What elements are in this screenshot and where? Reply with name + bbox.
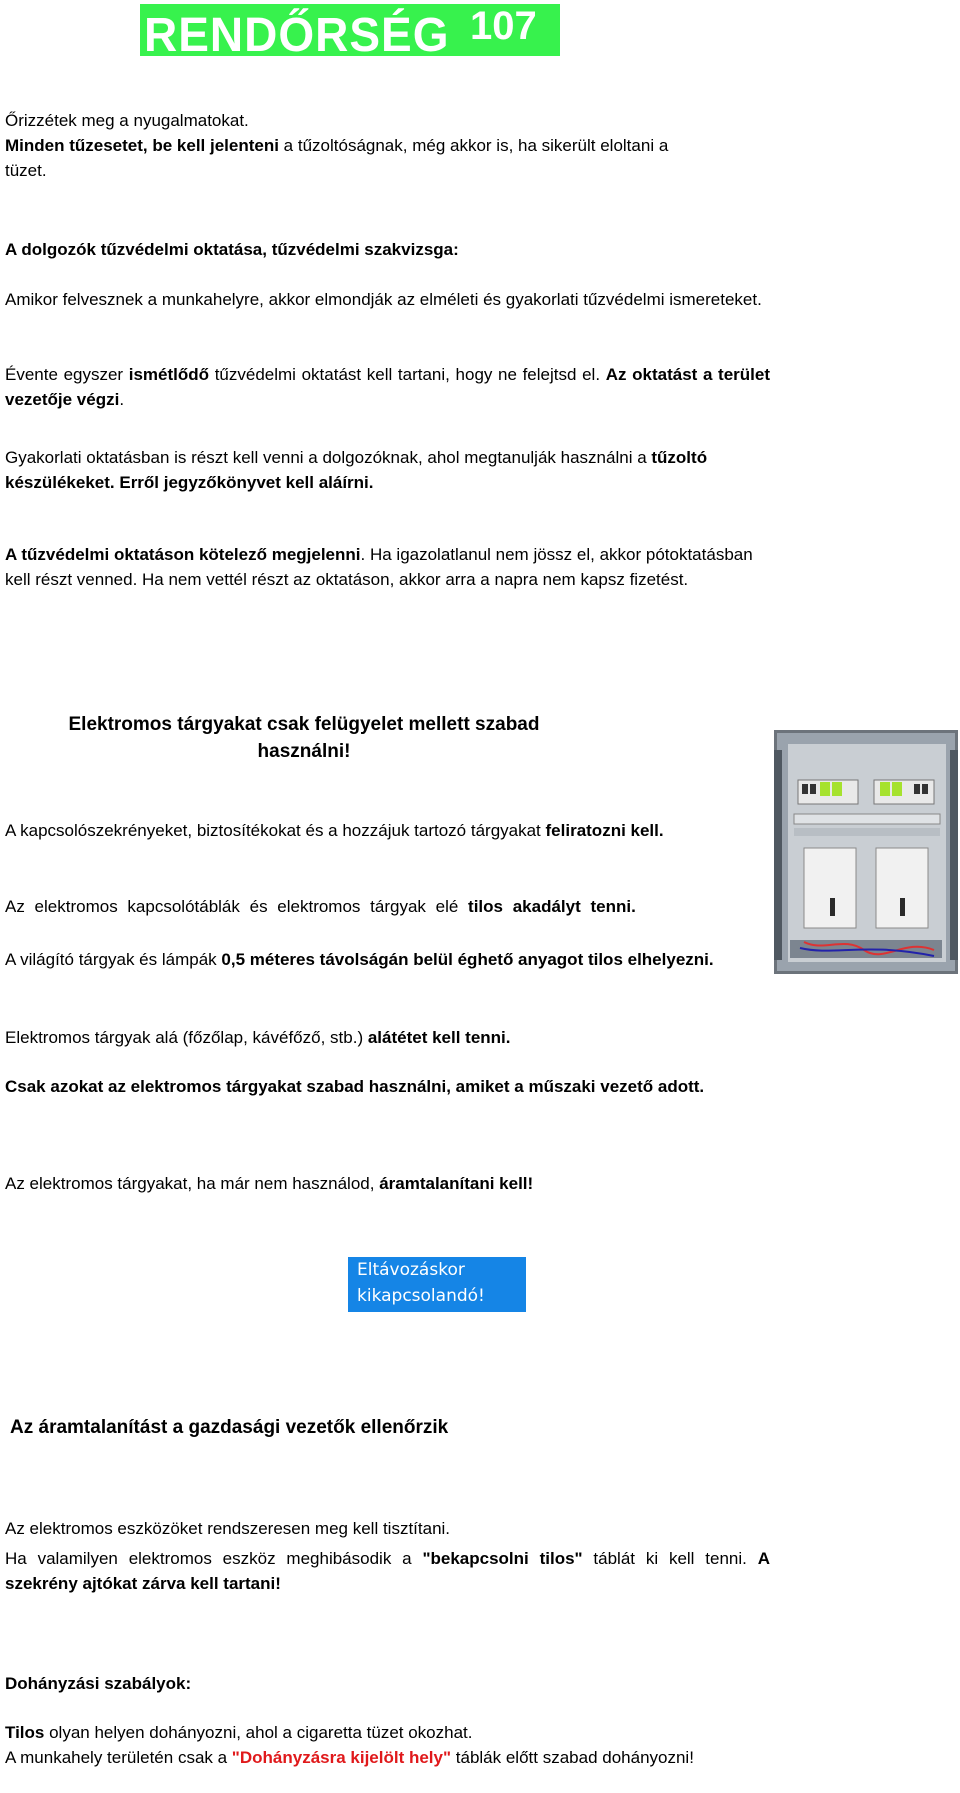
training-heading-text: A dolgozók tűzvédelmi oktatása, tűzvédelmi szakvizsga: (5, 240, 459, 259)
e1-a: A kapcsolószekrényeket, biztosítékokat és a hozzájuk tartozó tárgyakat (5, 821, 546, 840)
e4-a: Elektromos tárgyak alá (főzőlap, kávéfőző, stb.) (5, 1028, 368, 1047)
sign-line-2: kikapcsolandó! (357, 1286, 485, 1306)
c2-d: A szekrény ajtókat zárva kell tartani! (5, 1549, 770, 1593)
intro-report-bold: Minden tűzesetet, be kell jelenteni (5, 136, 279, 155)
banner-word: RENDŐRSÉG (144, 6, 450, 56)
s1-b: olyan helyen dohányozni, ahol a cigaretta tüzet okozhat. (44, 1723, 473, 1742)
electric-heading (0, 711, 608, 765)
p2-c: tűzvédelmi oktatást kell tartani, hogy ne felejtsd el. (209, 365, 606, 384)
s2-a: A munkahely területén csak a (5, 1748, 232, 1767)
e2-b: tilos akadályt tenni. (468, 897, 636, 916)
banner-number: 107 (470, 4, 537, 48)
cleaning-paragraph-2 (5, 1546, 770, 1596)
c2-c: táblát ki kell tenni. (582, 1549, 758, 1568)
p2-a: Évente egyszer (5, 365, 129, 384)
electric-paragraph-1 (5, 818, 770, 843)
intro-line: Őrizzétek meg a nyugalmatokat. (5, 111, 249, 130)
electric-paragraph-6 (5, 1171, 770, 1196)
smoking-heading-text: Dohányzási szabályok: (5, 1674, 192, 1693)
s1-a: Tilos (5, 1723, 45, 1742)
p3-b: tűzoltó készülékeket. Erről jegyzőkönyvet kell aláírni. (5, 448, 708, 492)
smoking-paragraph-2 (5, 1745, 770, 1770)
intro-paragraph (5, 108, 680, 183)
electric-paragraph-5 (5, 1074, 770, 1099)
intro-report-rest: a tűzoltóságnak, még akkor is, ha sikerült eloltani a tüzet. (5, 136, 669, 180)
e5: Csak azokat az elektromos tárgyakat szabad használni, amiket a műszaki vezető adott. (5, 1077, 705, 1096)
e2-a: Az elektromos kapcsolótáblák és elektromos tárgyak elé (5, 897, 469, 916)
e6-a: Az elektromos tárgyakat, ha már nem használod, (5, 1174, 380, 1193)
switch-off-sign (348, 1257, 526, 1312)
c2-a: Ha valamilyen elektromos eszköz meghibásodik a (5, 1549, 423, 1568)
s2-b: "Dohányzásra kijelölt hely" (231, 1748, 452, 1767)
training-paragraph-1: Amikor felvesznek a munkahelyre, akkor elmondják az elméleti és gyakorlati tűzvédelmi ismereteket. (5, 290, 762, 309)
electric-paragraph-3 (5, 947, 770, 972)
electric-heading-line-1: Elektromos tárgyakat csak felügyelet mellett szabad (68, 714, 540, 735)
s2-c: táblák előtt szabad dohányozni! (451, 1748, 694, 1767)
p4-a: A tűzvédelmi oktatáson kötelező megjelenni (5, 545, 361, 564)
p2-e: . (119, 390, 125, 409)
electric-paragraph-2 (5, 894, 770, 919)
e1-b: feliratozni kell. (545, 821, 664, 840)
training-heading (5, 237, 765, 262)
e3-b: 0,5 méteres távolságán belül éghető anyagot tilos elhelyezni. (221, 950, 714, 969)
training-paragraph-4 (5, 542, 775, 592)
cleaning-paragraph-1: Az elektromos eszközöket rendszeresen meg kell tisztítani. (5, 1519, 451, 1538)
check-heading: Az áramtalanítást a gazdasági vezetők ellenőrzik (10, 1417, 449, 1438)
p3-a: Gyakorlati oktatásban is részt kell venni a dolgozóknak, ahol megtanulják használni a (5, 448, 652, 467)
sign-line-1: Eltávozáskor (357, 1260, 465, 1280)
e4-b: alátétet kell tenni. (367, 1028, 511, 1047)
p4-b: . Ha igazolatlanul nem jössz el, akkor pótoktatásban kell részt venned. Ha nem vettél részt az oktatáson, akkor arra a napra nem kapsz fizetést. (5, 545, 753, 589)
police-number-banner (140, 4, 560, 56)
e3-a: A világító tárgyak és lámpák (5, 950, 222, 969)
electric-paragraph-4 (5, 1025, 770, 1050)
e6-b: áramtalanítani kell! (379, 1174, 534, 1193)
intro-report-line (5, 133, 680, 183)
electric-heading-line-2: használni! (257, 741, 351, 762)
smoking-heading (5, 1671, 770, 1696)
p2-b: ismétlődő (128, 365, 210, 384)
c2-b: "bekapcsolni tilos" (422, 1549, 583, 1568)
electrical-cabinet-photo (774, 730, 958, 974)
training-paragraph-2 (5, 362, 770, 412)
p2-d: Az oktatást a terület vezetője végzi (5, 365, 771, 409)
training-paragraph-3 (5, 445, 775, 495)
smoking-paragraph-1 (5, 1720, 770, 1745)
